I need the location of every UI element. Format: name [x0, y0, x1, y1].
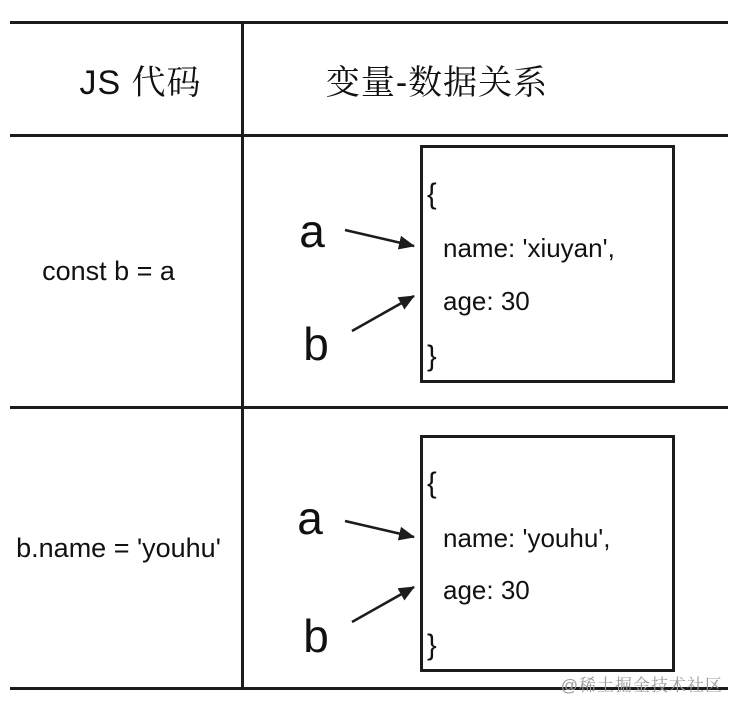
row2-object-close-brace: } — [427, 629, 437, 662]
row2-object-open-brace: { — [427, 467, 437, 500]
row2-code-cell — [10, 410, 241, 687]
row1-object-age-prop: age: 30 — [443, 286, 530, 316]
row1-object-close-brace: } — [427, 340, 437, 373]
row2-object-age-prop: age: 30 — [443, 575, 530, 605]
header-label-variable-data-relation: 变量-数据关系 — [325, 63, 549, 102]
row1-arrow-a-to-object — [345, 230, 414, 246]
row1-variable-a-label: a — [299, 205, 325, 257]
row2-code-text: b.name = 'youhu' — [16, 533, 221, 563]
header-cell-variable-data-relation — [244, 24, 730, 134]
row2-object-name-prop: name: 'youhu', — [443, 523, 611, 553]
row2-arrow-b-to-object — [352, 587, 414, 622]
row2-variable-b-label: b — [303, 610, 329, 662]
row1-code-cell — [10, 137, 241, 406]
row2-object-box — [420, 435, 675, 672]
watermark-text: @稀土掘金技术社区 — [560, 676, 723, 695]
row-divider-line — [10, 406, 728, 409]
header-label-js-code: JS 代码 — [79, 63, 202, 102]
row1-object-name-prop: name: 'xiuyan', — [443, 233, 615, 263]
header-cell-js-code — [10, 24, 241, 134]
row1-variable-b-label: b — [303, 318, 329, 370]
row2-arrow-a-to-object — [345, 521, 414, 537]
row2-variable-a-label: a — [297, 492, 323, 544]
row1-arrow-b-to-object — [352, 296, 414, 331]
row1-object-box — [420, 145, 675, 383]
row1-code-text: const b = a — [42, 256, 175, 286]
row1-object-open-brace: { — [427, 178, 437, 211]
